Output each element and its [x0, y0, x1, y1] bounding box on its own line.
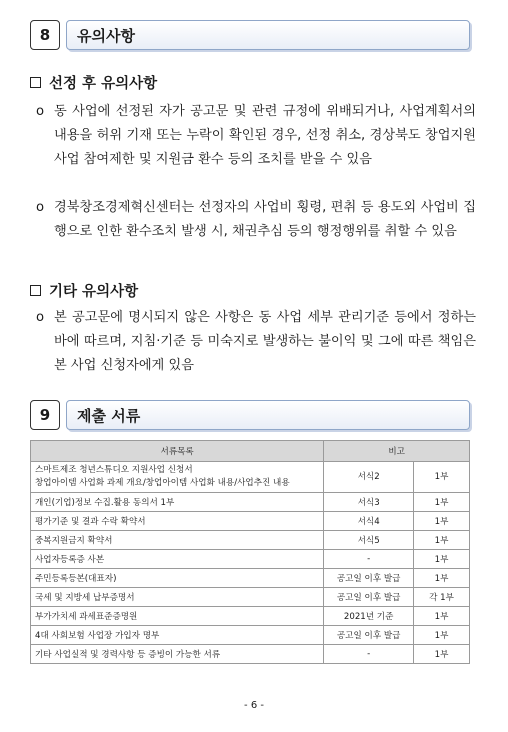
bullet-text: 본 공고문에 명시되지 않은 사항은 동 사업 세부 관리기준 등에서 정하는 바에 따르며, 지침·기준 등 미숙지로 발생하는 불이익 및 그에 따른 책임은 본 사업 신청자에게 있음 — [54, 310, 476, 373]
header-documents: 서류목록 — [31, 441, 324, 462]
doc-cell: 주민등록등본(대표자) — [31, 569, 324, 588]
note-cell: 공고일 이후 발급 — [324, 588, 414, 607]
table-row — [31, 512, 470, 531]
bullet-text: 동 사업에 선정된 자가 공고문 및 관련 규정에 위배되거나, 사업계획서의 내용을 허위 기재 또는 누락이 확인된 경우, 선정 취소, 경상북도 창업지원사업 참여제한 및 지원금 환수 등의 조치를 받을 수 있음 — [54, 104, 476, 167]
section-number: 8 — [30, 20, 60, 50]
qty-cell: 1부 — [414, 531, 470, 550]
table-row — [31, 588, 470, 607]
doc-name: 스마트제조 청년스튜디오 지원사업 신청서 — [35, 465, 193, 475]
table-row — [31, 607, 470, 626]
section-title: 유의사항 — [66, 20, 470, 50]
bullet-text: 경북창조경제혁신센터는 선정자의 사업비 횡령, 편취 등 용도외 사업비 집행으로 인한 환수조치 발생 시, 채권추심 등의 행정행위를 취할 수 있음 — [54, 200, 476, 239]
qty-cell: 각 1부 — [414, 588, 470, 607]
bullet-item — [36, 196, 476, 244]
note-cell: 공고일 이후 발급 — [324, 569, 414, 588]
bullet-item — [36, 100, 476, 172]
qty-cell: 1부 — [414, 607, 470, 626]
note-cell: - — [324, 550, 414, 569]
table-header-row — [31, 441, 470, 462]
qty-cell: 1부 — [414, 626, 470, 645]
table-row — [31, 626, 470, 645]
section-8-header — [30, 20, 470, 50]
note-cell: 서식5 — [324, 531, 414, 550]
note-cell: 서식4 — [324, 512, 414, 531]
doc-cell: 사업자등록증 사본 — [31, 550, 324, 569]
checkbox-square-icon — [30, 285, 41, 296]
doc-cell: 중복지원금지 확약서 — [31, 531, 324, 550]
subheading-other — [30, 280, 138, 301]
doc-cell: 부가가치세 과세표준증명원 — [31, 607, 324, 626]
header-remarks: 비고 — [324, 441, 470, 462]
subheading-text: 기타 유의사항 — [49, 284, 139, 300]
subheading-after-selection — [30, 72, 157, 93]
qty-cell: 1부 — [414, 512, 470, 531]
note-cell: - — [324, 645, 414, 664]
doc-cell — [31, 462, 324, 493]
note-cell: 서식2 — [324, 462, 414, 493]
table-row — [31, 550, 470, 569]
doc-detail: 창업아이템 사업화 과제 개요/창업아이템 사업화 내용/사업추진 내용 — [35, 478, 290, 488]
section-number: 9 — [30, 400, 60, 430]
circle-bullet: o — [36, 104, 45, 119]
circle-bullet: o — [36, 200, 45, 215]
doc-cell: 평가기준 및 결과 수락 확약서 — [31, 512, 324, 531]
documents-table — [30, 440, 470, 664]
checkbox-square-icon — [30, 77, 41, 88]
table-row — [31, 531, 470, 550]
bullet-item — [36, 306, 476, 378]
subheading-text: 선정 후 유의사항 — [49, 76, 158, 92]
note-cell: 2021년 기준 — [324, 607, 414, 626]
table-row — [31, 462, 470, 493]
page-number: - 6 - — [244, 700, 264, 711]
doc-cell: 개인(기업)정보 수집.활용 동의서 1부 — [31, 493, 324, 512]
section-title: 제출 서류 — [66, 400, 470, 430]
section-9-header — [30, 400, 470, 430]
table-row — [31, 569, 470, 588]
table-row — [31, 645, 470, 664]
note-cell: 공고일 이후 발급 — [324, 626, 414, 645]
qty-cell: 1부 — [414, 550, 470, 569]
qty-cell: 1부 — [414, 645, 470, 664]
doc-cell: 국세 및 지방세 납부증명서 — [31, 588, 324, 607]
table-row — [31, 493, 470, 512]
qty-cell: 1부 — [414, 462, 470, 493]
circle-bullet: o — [36, 310, 45, 325]
doc-cell: 4대 사회보험 사업장 가입자 명부 — [31, 626, 324, 645]
note-cell: 서식3 — [324, 493, 414, 512]
qty-cell: 1부 — [414, 569, 470, 588]
qty-cell: 1부 — [414, 493, 470, 512]
doc-cell: 기타 사업실적 및 경력사항 등 증빙이 가능한 서류 — [31, 645, 324, 664]
